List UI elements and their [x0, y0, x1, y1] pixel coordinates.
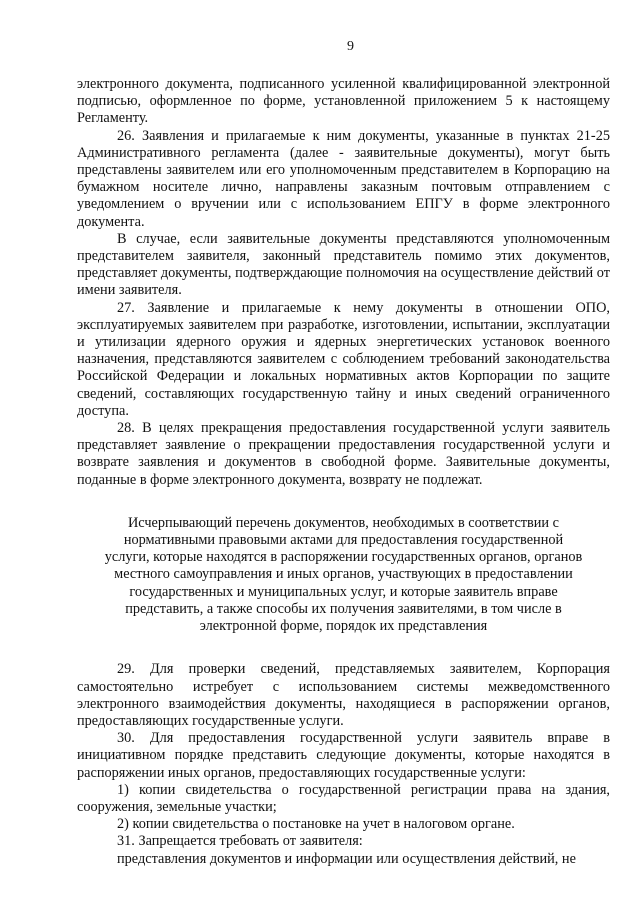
paragraph-30: 30. Для предоставления государственной услуги заявитель вправе в инициативном порядке представить следующие документы, которые находятся в распоряжении иных органов, предоставляющих государственные услуги:	[77, 730, 610, 781]
paragraph-28: 28. В целях прекращения предоставления государственной услуги заявитель представляет заявление о прекращении предоставления государственной услуги и возврате заявления и документов в свободной форме. Заявительные документы, поданные в форме электронного документа, возврату не подлежат.	[77, 420, 610, 488]
document-page	[77, 38, 610, 898]
paragraph-30-item-2: 2) копии свидетельства о постановке на учет в налоговом органе.	[117, 816, 515, 833]
paragraph-31: 31. Запрещается требовать от заявителя:	[117, 833, 363, 850]
paragraph-30-item-1: 1) копии свидетельства о государственной регистрации права на здания, сооружения, земельные участки;	[77, 781, 610, 815]
section-heading	[77, 515, 610, 635]
paragraph-26-representative: В случае, если заявительные документы представляются уполномоченным представителем заявителя, законный представитель помимо этих документов, представляет документы, подтверждающие полномочия на осуществление действий от имени заявителя.	[77, 230, 610, 299]
page-number: 9	[347, 39, 354, 54]
paragraph-26: 26. Заявления и прилагаемые к ним документы, указанные в пунктах 21-25 Административного регламента (далее - заявительные документы), могут быть представлены заявителем или его уполномоченным представителем в Корпорацию на бумажном носителе лично, направлены заказным почтовым отправлением с уведомлением о вручении или с использованием ЕПГУ в форме электронного документа.	[77, 127, 610, 230]
paragraph-31-item: представления документов и информации или осуществления действий, не	[117, 850, 576, 867]
paragraph-27: 27. Заявление и прилагаемые к нему документы в отношении ОПО, эксплуатируемых заявителем при разработке, изготовлении, испытании, эксплуатации и утилизации ядерного оружия и ядерных энергетических установок военного назначения, представляются заявителем с соблюдением требований законодательства Российской Федерации и локальных нормативных актов Корпорации по защите сведений, составляющих государственную тайну и иных сведений ограниченного доступа.	[77, 299, 610, 419]
paragraph-continuation: электронного документа, подписанного усиленной квалифицированной электронной подписью, оформленное по форме, установленной приложением 5 к настоящему Регламенту.	[77, 76, 610, 127]
section-heading-text: Исчерпывающий перечень документов, необходимых в соответствии с нормативными правовыми актами для предоставления государственной услуги, которые находятся в распоряжении государственных органов, органов местного самоуправления и иных органов, участвующих в предоставлении государственных и муниципальных услуг, и которые заявитель вправе представить, а также способы их получения заявителями, в том числе в электронной форме, порядок их представления	[104, 514, 583, 635]
paragraph-29: 29. Для проверки сведений, представляемых заявителем, Корпорация самостоятельно истребует с использованием системы межведомственного электронного взаимодействия документы, находящиеся в распоряжении органов, предоставляющих государственные услуги.	[77, 661, 610, 729]
